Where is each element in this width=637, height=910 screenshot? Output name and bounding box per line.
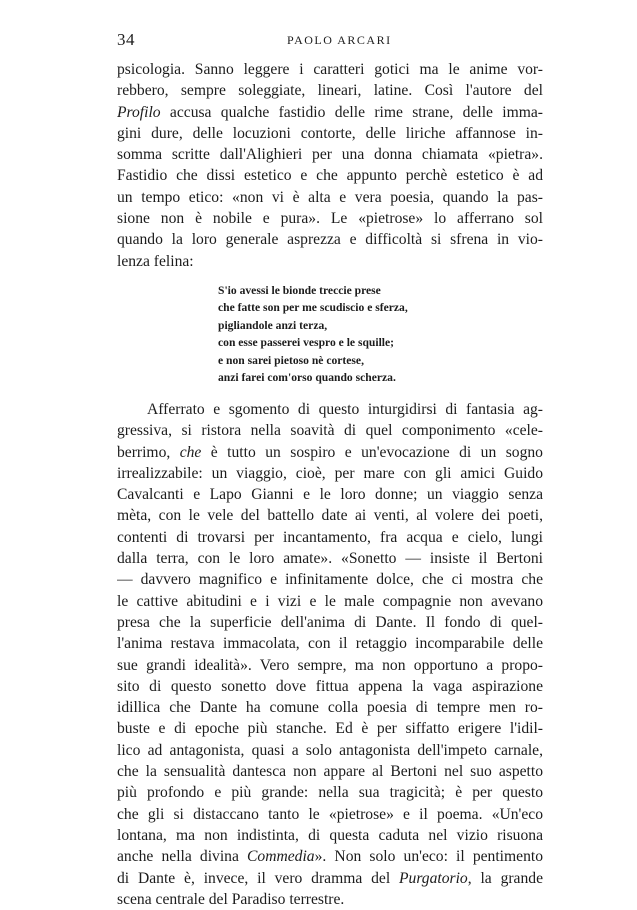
verse-line: pigliandole anzi terza, — [218, 318, 328, 332]
text-line: un tempo etico: «non vi è alta e vera poesia, quando la pas- — [117, 188, 543, 206]
text-line: Profilo accusa qualche fastidio delle rime strane, delle imma- — [117, 103, 543, 121]
page-header — [117, 30, 543, 52]
verse-quotation — [218, 282, 543, 387]
text-line: sito di questo sonetto dove fittua appena la vaga aspirazione — [117, 677, 543, 695]
paragraph-2 — [117, 399, 543, 910]
text-line: contenti di trovarsi per incantamento, fra acqua e cielo, lungi — [117, 528, 543, 546]
text-line: anche nella divina Commedia». Non solo un'eco: il pentimento — [117, 848, 543, 866]
running-head: PAOLO ARCARI — [287, 33, 392, 47]
text-line: lenza felina: — [117, 252, 194, 270]
text-line: sione non è nobile e pura». Le «pietrose» lo afferrano sol — [117, 210, 543, 228]
text-line: presa che la superficie dell'anima di Dante. Il fondo di quel- — [117, 613, 543, 631]
paragraph-1 — [117, 59, 543, 272]
verse-line: con esse passerei vespro e le squille; — [218, 336, 395, 350]
text-line: rebbero, sempre soleggiate, lineari, latine. Così l'autore del — [117, 82, 543, 100]
verse-line: e non sarei pietoso nè cortese, — [218, 353, 364, 367]
text-line: che la sensualità dantesca non appare al Bertoni nel suo aspetto — [117, 763, 543, 781]
italic-title-commedia: Commedia — [247, 848, 315, 866]
text-line: lontana, ma non indistinta, di questa caduta nel vizio risuona — [117, 826, 543, 844]
text-line: buste e di epoche più stanche. Ed è per siffatto erigere l'idil- — [117, 720, 543, 738]
verse-line: S'io avessi le bionde treccie prese — [218, 283, 381, 297]
text-line: sue grandi idealità». Vero sempre, ma non opportuno a propo- — [117, 656, 543, 674]
text-line: più profondo e più grande: nella sua tragicità; è per questo — [117, 784, 543, 802]
text-line: scena centrale del Paradiso terrestre. — [117, 890, 345, 908]
text-line: le cattive abitudini e i vizi e le male compagnie non avevano — [117, 592, 543, 610]
text-line: di Dante è, invece, il vero dramma del Purgatorio, la grande — [117, 869, 543, 887]
text-line: gini dure, delle locuzioni contorte, delle liriche affannose in- — [117, 124, 543, 142]
text-line: psicologia. Sanno leggere i caratteri gotici ma le anime vor- — [117, 61, 543, 78]
text-line: che gli si distaccano tanto le «pietrose» e il poema. «Un'eco — [117, 805, 543, 823]
text-line: idillica che Dante ha comune colla poesia di tempre men ro- — [117, 699, 543, 717]
text-line: Afferrato e sgomento di questo inturgidirsi di fantasia ag- — [147, 400, 543, 418]
text-line: berrimo, che è tutto un sospiro e un'evocazione di un sogno — [117, 443, 543, 461]
text-line: Fastidio che dissi estetico e che appunto perchè estetico è ad — [117, 167, 543, 185]
italic-title-profilo: Profilo — [117, 103, 161, 121]
body-text — [117, 59, 543, 910]
text-line: gressiva, si ristora nella soavità di quel componimento «cele- — [117, 422, 543, 440]
italic-word-che: che — [179, 443, 202, 461]
text-line: somma scritte dall'Alighieri per una donna chiamata «pietra». — [117, 146, 543, 164]
text-line: — davvero magnifico e infinitamente dolce, che ci mostra che — [117, 571, 543, 589]
page-number: 34 — [117, 30, 135, 49]
text-line: irrealizzabile: un viaggio, cioè, per mare con gli amici Guido — [117, 464, 543, 482]
text-line: quando la loro generale asprezza e difficoltà si sfrena in vio- — [117, 231, 543, 249]
verse-line: anzi farei com'orso quando scherza. — [218, 371, 396, 385]
text-line: mèta, con le vele del battello date ai venti, al volere dei poeti, — [117, 507, 543, 525]
verse-line: che fatte son per me scudiscio e sferza, — [218, 301, 408, 315]
text-line: lico ad antagonista, quasi a solo antagonista dell'impeto carnale, — [117, 741, 543, 759]
italic-title-purgatorio: Purgatorio — [399, 869, 468, 887]
text-line: l'anima restava immacolata, con il retaggio incomparabile delle — [117, 635, 543, 653]
text-line: Cavalcanti e Lapo Gianni e le loro donne; un viaggio senza — [117, 486, 543, 504]
text-line: dalla terra, con le loro amate». «Sonetto — insiste il Bertoni — [117, 550, 543, 568]
